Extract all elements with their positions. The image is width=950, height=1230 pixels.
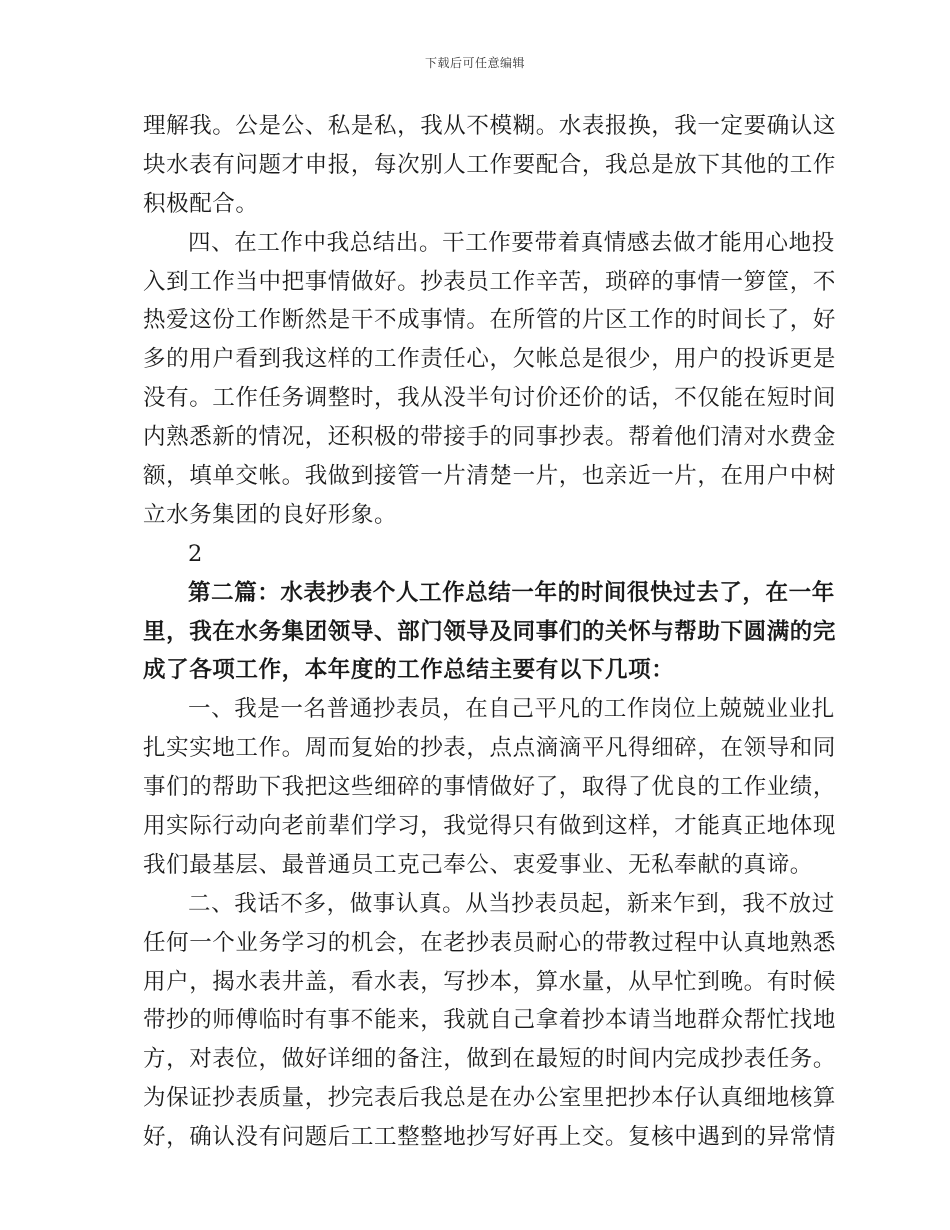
document-body [143,107,837,1157]
paragraph-line: 入到工作当中把事情做好。抄表员工作辛苦，琐碎的事情一箩筐，不 [143,268,837,295]
heading-line: 成了各项工作，本年度的工作总结主要有以下几项： [143,657,675,684]
paragraph-line: 一、我是一名普通抄表员，在自己平凡的工作岗位上兢兢业业扎 [188,696,835,723]
paragraph-line: 好，确认没有问题后工工整整地抄写好再上交。复核中遇到的异常情 [143,1124,837,1151]
paragraph-line: 为保证抄表质量，抄完表后我总是在办公室里把抄本仔认真细地核算 [143,1085,837,1112]
paragraph-line: 扎实实地工作。周而复始的抄表，点点滴滴平凡得细碎，在领导和同 [143,735,837,762]
page-header: 下载后可任意编辑 [424,56,525,70]
paragraph-line: 内熟悉新的情况，还积极的带接手的同事抄表。帮着他们清对水费金 [143,424,837,451]
paragraph-line: 二、我话不多，做事认真。从当抄表员起，新来乍到，我不放过 [188,890,835,917]
heading-line: 第二篇：水表抄表个人工作总结一年的时间很快过去了，在一年 [188,579,835,606]
paragraph-line: 方，对表位，做好详细的备注，做到在最短的时间内完成抄表任务。 [143,1046,837,1073]
paragraph-line: 带抄的师傅临时有事不能来，我就自己拿着抄本请当地群众帮忙找地 [143,1007,837,1034]
paragraph-line: 额，填单交帐。我做到接管一片清楚一片，也亲近一片，在用户中树 [143,463,837,490]
paragraph-line: 积极配合。 [143,190,259,217]
heading-line: 里，我在水务集团领导、部门领导及同事们的关怀与帮助下圆满的完 [143,618,837,645]
paragraph-line: 事们的帮助下我把这些细碎的事情做好了，取得了优良的工作业绩， [143,774,837,801]
paragraph-line: 块水表有问题才申报，每次别人工作要配合，我总是放下其他的工作 [143,151,837,178]
paragraph-line: 理解我。公是公、私是私，我从不模糊。水表报换，我一定要确认这 [143,113,837,139]
paragraph-line: 热爱这份工作断然是干不成事情。在所管的片区工作的时间长了，好 [143,307,837,334]
paragraph-line: 任何一个业务学习的机会，在老抄表员耐心的带教过程中认真地熟悉 [143,929,837,956]
paragraph-line: 没有。工作任务调整时，我从没半句讨价还价的话，不仅能在短时间 [143,385,837,412]
paragraph-line: 四、在工作中我总结出。干工作要带着真情感去做才能用心地投 [188,229,835,256]
paragraph-line: 用户，揭水表井盖，看水表，写抄本，算水量，从早忙到晚。有时候 [143,968,837,995]
paragraph-line: 用实际行动向老前辈们学习，我觉得只有做到这样，才能真正地体现 [143,813,837,840]
page-number: 2 [188,540,203,567]
paragraph-line: 多的用户看到我这样的工作责任心，欠帐总是很少，用户的投诉更是 [143,346,837,373]
paragraph-line: 立水务集团的良好形象。 [143,501,398,528]
paragraph-line: 我们最基层、最普通员工克己奉公、衷爱事业、无私奉献的真谛。 [143,851,813,878]
